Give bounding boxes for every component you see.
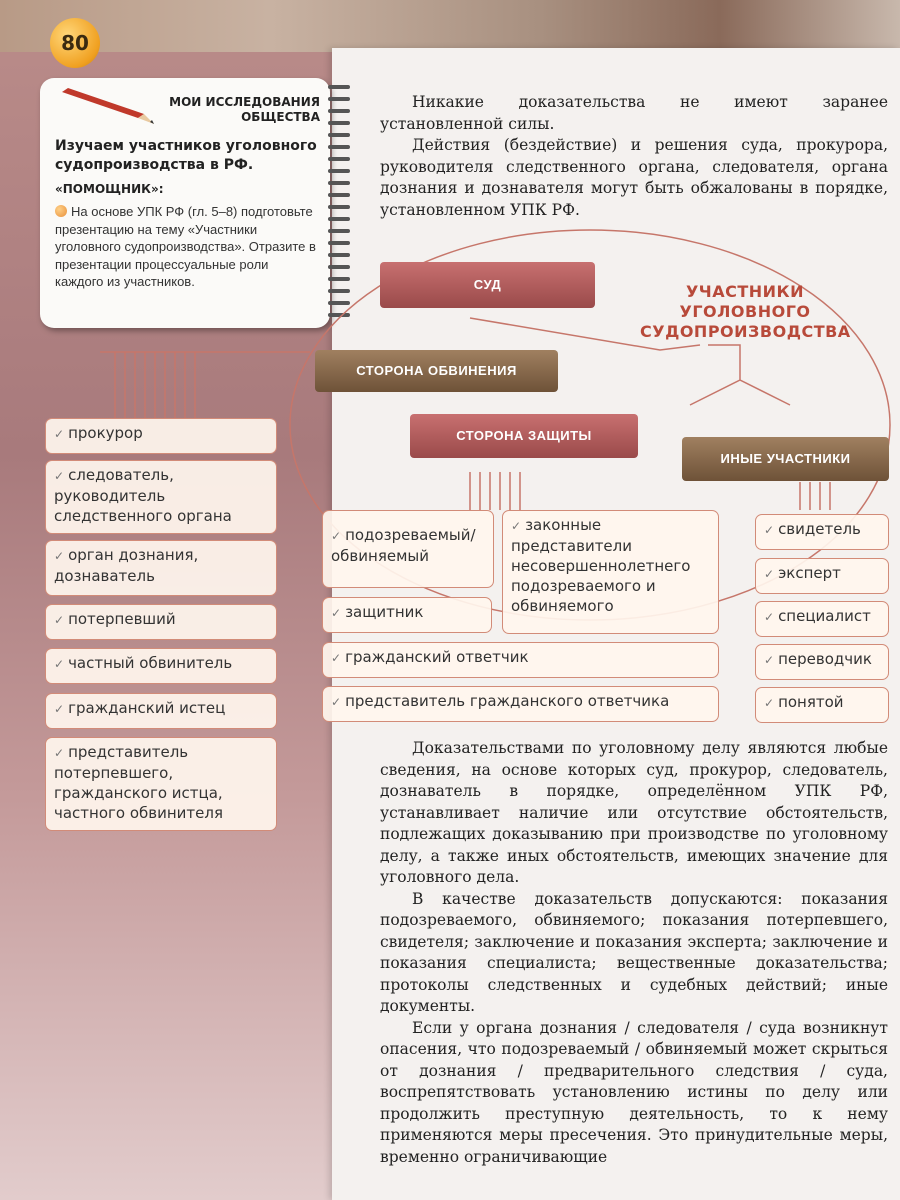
- other-participant-item: ✓ понятой: [755, 687, 889, 723]
- pencil-icon: [58, 86, 156, 126]
- prosecution-item: ✓ следователь, руководитель следственного органа: [45, 460, 277, 534]
- other-participant-item: ✓ свидетель: [755, 514, 889, 550]
- prosecution-item: ✓ частный обвинитель: [45, 648, 277, 684]
- other-participants-banner: ИНЫЕ УЧАСТНИКИ: [682, 437, 889, 481]
- defense-item: ✓ подозреваемый/ обвиняемый: [322, 510, 494, 588]
- defense-banner: СТОРОНА ЗАЩИТЫ: [410, 414, 638, 458]
- bullet-icon: [55, 205, 67, 217]
- defense-item: ✓ защитник: [322, 597, 492, 633]
- header-photo-strip: [0, 0, 900, 52]
- notebook-spiral: [328, 85, 354, 325]
- other-participant-item: ✓ переводчик: [755, 644, 889, 680]
- court-banner: СУД: [380, 262, 595, 308]
- other-participant-item: ✓ эксперт: [755, 558, 889, 594]
- defense-item: ✓ законные представители несовершеннолетнего подозреваемого и обвиняемого: [502, 510, 719, 634]
- prosecution-item: ✓ орган дознания, дознаватель: [45, 540, 277, 596]
- prosecution-banner: СТОРОНА ОБВИНЕНИЯ: [315, 350, 558, 392]
- diagram-title: УЧАСТНИКИ УГОЛОВНОГО СУДОПРОИЗВОДСТВА: [640, 282, 851, 341]
- sidebar-helper-text: На основе УПК РФ (гл. 5–8) подготовьте презентацию на тему «Участники уголовного судопроизводства». Отразите в презентации процессуальные роли каждого из участников.: [55, 204, 316, 289]
- defense-item: ✓ гражданский ответчик: [322, 642, 719, 678]
- page-number-badge: 80: [50, 18, 100, 68]
- intro-text: Никакие доказательства не имеют заранее установленной силы. Действия (бездействие) и решения суда, прокурора, руководителя следственного органа, следователя, органа дознания и дознавателя могут быть обжалованы в порядке, установленном УПК РФ.: [380, 93, 888, 219]
- sidebar-heading: МОИ ИССЛЕДОВАНИЯ ОБЩЕСТВА: [169, 95, 320, 124]
- defense-item: ✓ представитель гражданского ответчика: [322, 686, 719, 722]
- sidebar-task: Изучаем участников уголовного судопроизводства в РФ.: [55, 138, 317, 173]
- prosecution-item: ✓ потерпевший: [45, 604, 277, 640]
- prosecution-item: ✓ гражданский истец: [45, 693, 277, 729]
- other-participant-item: ✓ специалист: [755, 601, 889, 637]
- prosecution-item: ✓ прокурор: [45, 418, 277, 454]
- prosecution-item: ✓ представитель потерпевшего, гражданского истца, частного обвинителя: [45, 737, 277, 831]
- body-text: Доказательствами по уголовному делу являются любые сведения, на основе которых суд, прокурор, следователь, дознаватель в порядке, определённом УПК РФ, устанавливает наличие или отсутствие обстоятельств, подлежащих доказыванию при производстве по уголовному делу, а также иных обстоятельств, имеющих значение для уголовного дела. В качестве доказательств допускаются: показания подозреваемого, обвиняемого; показания потерпевшего, свидетеля; заключение и показания эксперта; заключение и показания специалиста; вещественные доказательства; протоколы следственных и судебных действий; иные документы. Если у органа дознания / следователя / суда возникнут опасения, что подозреваемый / обвиняемый может скрыться от дознания / предварительного следствия / суда, воспрепятствовать установлению истины по делу или продолжить преступную деятельность, то к нему применяются меры пресечения. Это принудительные меры, временно ограничивающие: [380, 739, 888, 1166]
- sidebar-helper-label: «ПОМОЩНИК»:: [55, 182, 164, 196]
